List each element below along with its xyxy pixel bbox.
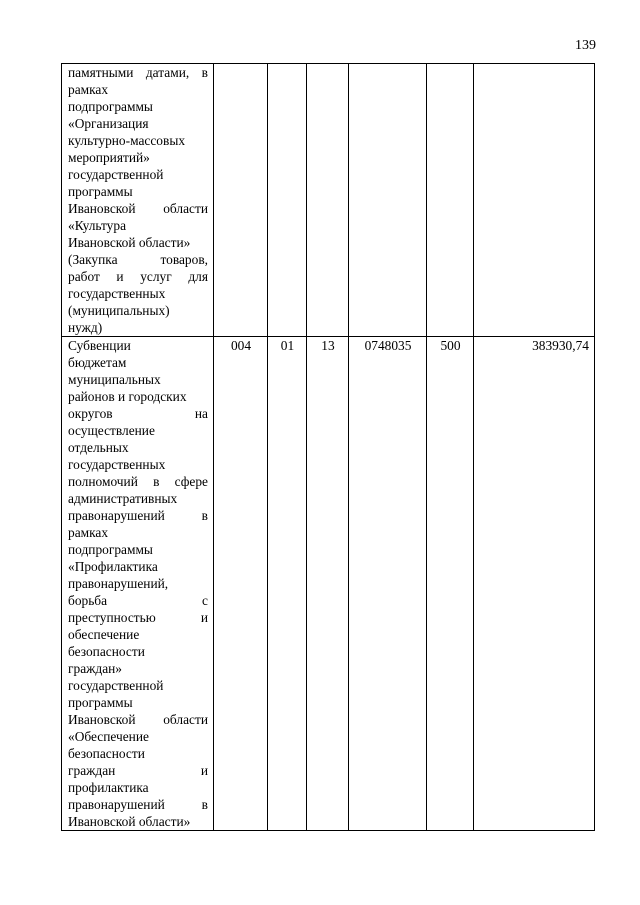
description-line: обеспечение xyxy=(68,627,140,642)
description-line: «Профилактика xyxy=(68,559,158,574)
description-line: преступностью и xyxy=(68,610,208,625)
description-line: граждан» xyxy=(68,661,123,676)
description-line: Субвенции xyxy=(68,338,131,353)
description-line: государственных xyxy=(68,286,166,301)
description-line: государственной xyxy=(68,678,164,693)
description-line: отдельных xyxy=(68,440,129,455)
ministry-code-cell xyxy=(214,64,268,337)
expense-description-cell xyxy=(62,64,214,337)
subsection-code-cell: 13 xyxy=(307,337,349,831)
description-line: (муниципальных) xyxy=(68,303,170,318)
description-line: мероприятий» xyxy=(68,150,150,165)
description-line: подпрограммы xyxy=(68,99,153,114)
amount-cell xyxy=(474,64,595,337)
target-article-cell xyxy=(349,64,427,337)
description-line: Ивановской области» xyxy=(68,235,191,250)
table-row xyxy=(62,64,595,337)
description-line: правонарушений, xyxy=(68,576,169,591)
budget-table xyxy=(61,63,595,831)
description-line: программы xyxy=(68,184,133,199)
table-row xyxy=(62,337,595,831)
amount-cell: 383930,74 xyxy=(474,337,595,831)
description-line: рамках xyxy=(68,82,109,97)
description-line: Ивановской области xyxy=(68,712,208,727)
ministry-code-cell: 004 xyxy=(214,337,268,831)
description-line: Ивановской области xyxy=(68,201,208,216)
description-line: работ и услуг для xyxy=(68,269,208,284)
expense-description-cell xyxy=(62,337,214,831)
description-line: государственной xyxy=(68,167,164,182)
description-line: осуществление xyxy=(68,423,155,438)
description-line: «Культура xyxy=(68,218,127,233)
description-line: административных xyxy=(68,491,178,506)
description-line: граждан и xyxy=(68,763,208,778)
description-line: «Организация xyxy=(68,116,149,131)
target-article-cell: 0748035 xyxy=(349,337,427,831)
description-line: нужд) xyxy=(68,320,103,335)
description-line: муниципальных xyxy=(68,372,161,387)
description-line: безопасности xyxy=(68,644,145,659)
description-line: бюджетам xyxy=(68,355,127,370)
description-line: профилактика xyxy=(68,780,149,795)
description-line: памятными датами, в xyxy=(68,65,208,80)
description-line: «Обеспечение xyxy=(68,729,149,744)
description-line: (Закупка товаров, xyxy=(68,252,208,267)
description-line: программы xyxy=(68,695,133,710)
description-line: культурно-массовых xyxy=(68,133,186,148)
description-line: районов и городских xyxy=(68,389,187,404)
description-line: рамках xyxy=(68,525,109,540)
page-number: 139 xyxy=(575,38,596,53)
description-line: подпрограммы xyxy=(68,542,153,557)
subsection-code-cell xyxy=(307,64,349,337)
description-line: правонарушений в xyxy=(68,797,208,812)
section-code-cell xyxy=(268,64,307,337)
description-line: безопасности xyxy=(68,746,145,761)
description-line: полномочий в сфере xyxy=(68,474,208,489)
expense-type-cell xyxy=(427,64,474,337)
description-line: государственных xyxy=(68,457,166,472)
section-code-cell: 01 xyxy=(268,337,307,831)
description-line: Ивановской области» xyxy=(68,814,191,829)
description-line: округов на xyxy=(68,406,208,421)
description-line: борьба с xyxy=(68,593,208,608)
description-line: правонарушений в xyxy=(68,508,208,523)
expense-type-cell: 500 xyxy=(427,337,474,831)
